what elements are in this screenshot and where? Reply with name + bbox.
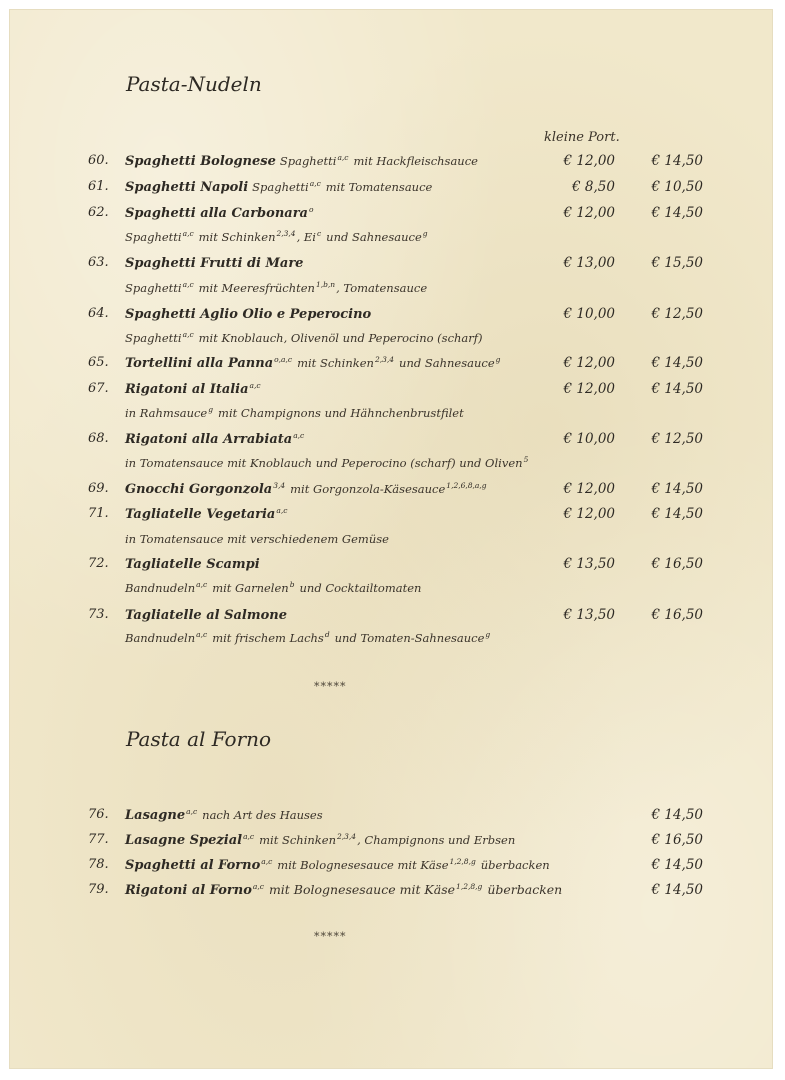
- allergen-code: a,c: [249, 381, 261, 390]
- price-regular: € 14,50: [651, 381, 703, 397]
- dish-desc: überbacken: [480, 858, 550, 872]
- allergen-code: a,c: [196, 580, 208, 589]
- dish-desc: und Tomaten-Sahnesauce: [334, 631, 485, 645]
- item-line: [125, 252, 303, 275]
- item-number: 68.: [88, 431, 109, 446]
- allergen-code: g: [495, 355, 501, 364]
- allergen-code: a,c: [182, 229, 194, 238]
- allergen-code: c: [316, 229, 322, 238]
- dish-desc: mit Meeresfrüchten: [198, 281, 315, 295]
- dish-desc: Spaghetti: [125, 331, 182, 345]
- dish-name: Spaghetti alla Carbonara: [125, 206, 308, 221]
- dish-name: Rigatoni al Forno: [125, 883, 252, 898]
- dish-desc: mit Knoblauch, Olivenöl und Peperocino (scharf): [198, 331, 483, 345]
- price-small: € 13,00: [563, 255, 615, 271]
- price-regular: € 16,50: [651, 556, 703, 572]
- dish-desc: in Tomatensauce mit Knoblauch und Peperocino (scharf) und Oliven: [125, 456, 523, 470]
- menu-item: [0, 879, 785, 901]
- dish-desc: mit frischem Lachs: [212, 631, 324, 645]
- item-number: 71.: [88, 506, 109, 521]
- dish-description-row: [0, 528, 785, 550]
- item-description: [125, 226, 429, 250]
- item-number: 73.: [88, 607, 109, 622]
- dish-desc: und Cocktailtomaten: [299, 581, 422, 595]
- item-number: 62.: [88, 205, 109, 220]
- allergen-code: a,c: [243, 832, 255, 841]
- menu-item: [0, 202, 785, 224]
- item-number: 65.: [88, 355, 109, 370]
- price-regular: € 14,50: [651, 205, 703, 221]
- dish-description-row: [0, 627, 785, 649]
- dish-desc: , Ei: [296, 230, 316, 244]
- dish-name: Lasagne: [125, 808, 186, 823]
- dish-name: Lasagne Spezial: [125, 833, 243, 848]
- allergen-code: 2,3,4: [336, 832, 357, 841]
- item-description: [125, 577, 421, 601]
- menu-item: [0, 604, 785, 626]
- menu-item: [0, 150, 785, 172]
- dish-desc: mit Bolognesesauce mit Käse: [268, 882, 456, 897]
- allergen-code: a,c: [186, 807, 198, 816]
- dish-desc: mit Bolognesesauce mit Käse: [277, 858, 449, 872]
- dish-desc: Spaghetti: [252, 180, 309, 194]
- column-label-small-portion: kleine Port.: [544, 130, 620, 145]
- menu-item: [0, 428, 785, 450]
- item-description: [125, 452, 529, 476]
- allergen-code: g: [422, 229, 428, 238]
- item-number: 63.: [88, 255, 109, 270]
- dish-desc: in Tomatensauce mit verschiedenem Gemüse: [125, 532, 389, 546]
- price-regular: € 14,50: [651, 857, 703, 873]
- item-number: 60.: [88, 153, 109, 168]
- price-small: € 10,00: [563, 431, 615, 447]
- allergen-code: g: [485, 630, 491, 639]
- allergen-code: a,c: [182, 280, 194, 289]
- dish-description-row: [0, 452, 785, 474]
- allergen-code: a,c: [252, 882, 264, 891]
- price-regular: € 14,50: [651, 355, 703, 371]
- dish-desc: mit Schinken: [259, 833, 336, 847]
- dish-name: Gnocchi Gorgonzola: [125, 482, 273, 497]
- item-line: [125, 478, 488, 502]
- allergen-code: a,c: [196, 630, 208, 639]
- dish-desc: und Sahnesauce: [399, 356, 495, 370]
- allergen-code: a,c: [337, 153, 349, 162]
- price-regular: € 14,50: [651, 882, 703, 898]
- price-regular: € 16,50: [651, 607, 703, 623]
- price-regular: € 15,50: [651, 255, 703, 271]
- dish-desc: mit Schinken: [198, 230, 276, 244]
- item-number: 69.: [88, 481, 109, 496]
- price-small: € 12,00: [563, 506, 615, 522]
- price-small: € 12,00: [563, 481, 615, 497]
- dish-desc: überbacken: [487, 882, 563, 897]
- allergen-code: o,a,c: [274, 355, 293, 364]
- price-regular: € 12,50: [651, 431, 703, 447]
- price-regular: € 14,50: [651, 153, 703, 169]
- item-line: [125, 176, 432, 200]
- dish-desc: mit Tomatensauce: [325, 180, 433, 194]
- item-number: 64.: [88, 306, 109, 321]
- price-regular: € 10,50: [651, 179, 703, 195]
- section-title-pasta: Pasta-Nudeln: [126, 72, 262, 96]
- allergen-code: a,c: [293, 431, 305, 440]
- item-line: [125, 303, 371, 326]
- menu-item: [0, 503, 785, 525]
- menu-item: [0, 854, 785, 876]
- item-line: [125, 879, 562, 903]
- price-regular: € 14,50: [651, 506, 703, 522]
- item-number: 61.: [88, 179, 109, 194]
- allergen-code: g: [208, 405, 214, 414]
- allergen-code: a,c: [182, 330, 194, 339]
- dish-desc: , Champignons und Erbsen: [357, 833, 516, 847]
- allergen-code: 5: [523, 455, 529, 464]
- price-regular: € 16,50: [651, 832, 703, 848]
- item-line: [125, 804, 323, 828]
- item-number: 72.: [88, 556, 109, 571]
- allergen-code: 3,4: [273, 481, 286, 490]
- price-regular: € 12,50: [651, 306, 703, 322]
- price-small: € 12,00: [563, 205, 615, 221]
- item-number: 79.: [88, 882, 109, 897]
- allergen-code: d: [324, 630, 330, 639]
- section-title-forno: Pasta al Forno: [126, 727, 272, 751]
- dish-desc: nach Art des Hauses: [202, 808, 323, 822]
- allergen-code: a,c: [309, 179, 321, 188]
- item-description: [125, 402, 464, 426]
- item-number: 76.: [88, 807, 109, 822]
- dish-name: Tortellini alla Panna: [125, 356, 274, 371]
- item-description: [125, 327, 483, 351]
- dish-description-row: [0, 226, 785, 248]
- allergen-code: 2,3,4: [276, 229, 296, 238]
- dish-name: Tagliatelle Scampi: [125, 557, 260, 572]
- item-description: [125, 528, 389, 550]
- menu-item: [0, 478, 785, 500]
- item-number: 67.: [88, 381, 109, 396]
- item-number: 77.: [88, 832, 109, 847]
- item-description: [125, 627, 491, 651]
- dish-name: Spaghetti Aglio Olio e Peperocino: [125, 307, 372, 322]
- dish-name: Spaghetti Bolognese: [125, 154, 276, 169]
- item-line: [125, 829, 515, 853]
- dish-desc: in Rahmsauce: [125, 406, 208, 420]
- dish-desc: Spaghetti: [125, 281, 182, 295]
- allergen-code: b: [289, 580, 295, 589]
- price-small: € 12,00: [563, 381, 615, 397]
- menu-item: [0, 804, 785, 826]
- dish-desc: mit Gorgonzola-Käsesauce: [290, 482, 446, 496]
- price-small: € 13,50: [563, 607, 615, 623]
- item-line: [125, 428, 305, 452]
- allergen-code: o: [308, 205, 314, 214]
- section-separator: *****: [314, 680, 347, 693]
- item-line: [125, 202, 314, 226]
- dish-desc: mit Schinken: [297, 356, 374, 370]
- price-small: € 8,50: [572, 179, 615, 195]
- dish-desc: mit Garnelen: [212, 581, 289, 595]
- price-small: € 12,00: [563, 153, 615, 169]
- dish-desc: Spaghetti: [279, 154, 337, 168]
- allergen-code: 1,b,n: [315, 280, 336, 289]
- item-line: [125, 503, 288, 527]
- item-line: [125, 854, 550, 878]
- dish-description-row: [0, 327, 785, 349]
- item-line: [125, 553, 260, 576]
- price-regular: € 14,50: [651, 481, 703, 497]
- dish-desc: Spaghetti: [125, 230, 182, 244]
- item-line: [125, 378, 262, 402]
- dish-description-row: [0, 577, 785, 599]
- menu-item: [0, 378, 785, 400]
- price-small: € 10,00: [563, 306, 615, 322]
- dish-description-row: [0, 402, 785, 424]
- menu-item: [0, 176, 785, 198]
- menu-item: [0, 829, 785, 851]
- menu-item: [0, 303, 785, 325]
- item-line: [125, 604, 287, 627]
- section-separator: *****: [314, 930, 347, 943]
- price-small: € 12,00: [563, 355, 615, 371]
- dish-description-row: [0, 277, 785, 299]
- allergen-code: 1,2,6,8,a,g: [446, 481, 487, 490]
- item-description: [125, 277, 427, 301]
- dish-name: Rigatoni al Italia: [125, 382, 249, 397]
- allergen-code: a,c: [261, 857, 273, 866]
- dish-name: Spaghetti al Forno: [125, 858, 261, 873]
- allergen-code: a,c: [276, 506, 288, 515]
- dish-name: Spaghetti Frutti di Mare: [125, 256, 304, 271]
- menu-item: [0, 553, 785, 575]
- item-number: 78.: [88, 857, 109, 872]
- item-line: [125, 150, 478, 174]
- dish-desc: und Sahnesauce: [326, 230, 422, 244]
- allergen-code: 1,2,8,g: [456, 882, 483, 891]
- menu-item: [0, 252, 785, 274]
- dish-desc: , Tomatensauce: [336, 281, 428, 295]
- price-regular: € 14,50: [651, 807, 703, 823]
- dish-desc: mit Hackfleischsauce: [353, 154, 478, 168]
- allergen-code: 1,2,8,g: [449, 857, 476, 866]
- menu-item: [0, 352, 785, 374]
- dish-name: Tagliatelle al Salmone: [125, 608, 287, 623]
- price-small: € 13,50: [563, 556, 615, 572]
- dish-desc: mit Champignons und Hähnchenbrustfilet: [218, 406, 464, 420]
- dish-desc: Bandnudeln: [125, 581, 196, 595]
- dish-desc: Bandnudeln: [125, 631, 196, 645]
- dish-name: Spaghetti Napoli: [125, 180, 249, 195]
- allergen-code: 2,3,4: [374, 355, 395, 364]
- item-line: [125, 352, 501, 376]
- dish-name: Tagliatelle Vegetaria: [125, 507, 276, 522]
- dish-name: Rigatoni alla Arrabiata: [125, 432, 293, 447]
